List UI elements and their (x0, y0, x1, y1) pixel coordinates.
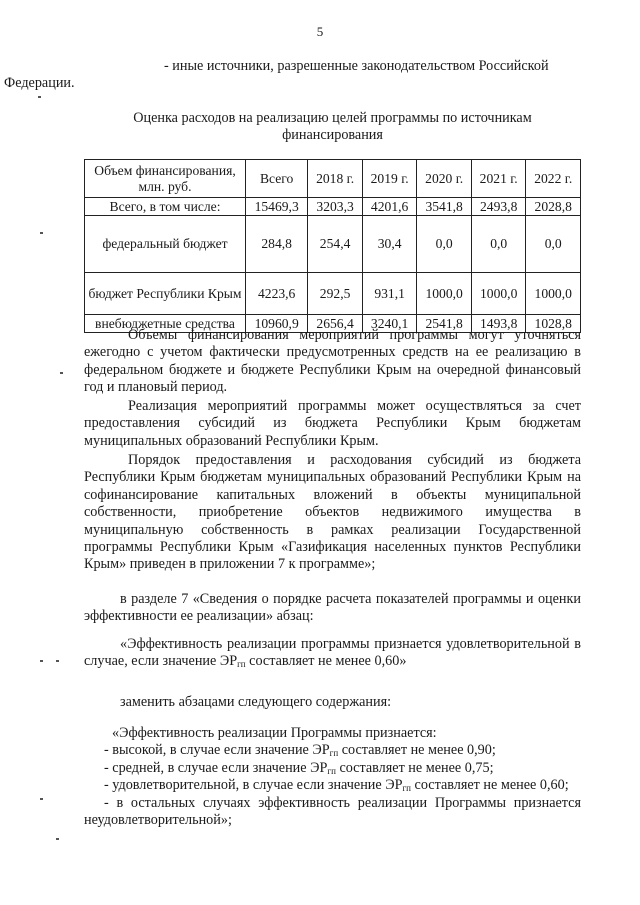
subscript-gp: гп (402, 783, 411, 794)
table-cell: 30,4 (362, 216, 417, 273)
table-cell: 0,0 (526, 216, 581, 273)
header-cell: 2022 г. (526, 160, 581, 198)
intro-line-2: Федерации. (4, 75, 75, 92)
paragraph-volumes: Объемы финансирования мероприятий программы могут уточняться ежегодно с учетом фактически предусмотренных средств на ее реализацию в федеральном бюджете и бюджете Республики Крым на очередной финансовый год и плановый период. (84, 327, 581, 396)
high-text-end: составляет не менее 0,90; (338, 742, 496, 759)
paragraph-subsidy: Реализация мероприятий программы может осуществляться за счет предоставления субсидий из бюджета Республики Крым бюджетам муниципальных образований Республики Крым. (84, 398, 581, 449)
old-efficiency-text: «Эффективность реализации программы признается удовлетворительной в случае, если значение ЭР (84, 636, 581, 670)
table-cell: 254,4 (308, 216, 363, 273)
margin-speck (56, 660, 59, 662)
mid-text-end: составляет не менее 0,75; (335, 759, 494, 776)
paragraph-subsidy-order: Порядок предоставления и расходования субсидий из бюджета Республики Крым бюджетам муниципальных образований Республики Крым на софинансирование капитальных вложений в объекты муниципальной собственности, приобретение объектов недвижимого имущества в муниципальную собственность в рамках реализации Государственной программы Республики Крым «Газификация населенных пунктов Республики Крым» приведен в приложении 7 к программе»; (84, 452, 581, 573)
row-label: Всего, в том числе: (85, 198, 246, 216)
table-cell: 2541,8 (417, 315, 472, 333)
table-row (85, 273, 581, 315)
table-row (85, 198, 581, 216)
header-cell: 2020 г. (417, 160, 472, 198)
row-label: федеральный бюджет (85, 216, 246, 273)
table-cell: 4201,6 (362, 198, 417, 216)
header-cell: 2018 г. (308, 160, 363, 198)
table-cell: 10960,9 (246, 315, 308, 333)
new-efficiency-other: - в остальных случаях эффективность реализации Программы признается неудовлетворительной»; (84, 794, 581, 829)
subscript-gp: гп (329, 748, 339, 759)
new-efficiency-block (84, 725, 581, 829)
header-cell: Объем финансирования, млн. руб. (85, 160, 246, 198)
table-cell: 3541,8 (417, 198, 472, 216)
margin-speck (40, 232, 43, 234)
old-efficiency-text-end: составляет не менее 0,60» (245, 653, 407, 670)
table-cell: 3203,3 (308, 198, 363, 216)
table-cell: 15469,3 (246, 198, 308, 216)
margin-speck (56, 838, 59, 840)
table-cell: 1493,8 (471, 315, 526, 333)
table-cell: 3240,1 (362, 315, 417, 333)
table-cell: 1028,8 (526, 315, 581, 333)
table-header-row (85, 160, 581, 198)
table-title-line-2: финансирования (282, 127, 383, 143)
table-cell: 2028,8 (526, 198, 581, 216)
table-cell: 292,5 (308, 273, 363, 315)
margin-speck (40, 660, 43, 662)
table-title-line-1: Оценка расходов на реализацию целей программы по источникам (133, 110, 532, 126)
header-cell: 2021 г. (471, 160, 526, 198)
intro-paragraph (4, 58, 581, 93)
table-cell: 1000,0 (471, 273, 526, 315)
new-efficiency-satisfactory (84, 777, 581, 794)
subscript-gp: гп (327, 765, 336, 776)
margin-speck (40, 798, 43, 800)
header-cell: Всего (246, 160, 308, 198)
header-cell: 2019 г. (362, 160, 417, 198)
table-cell: 2656,4 (308, 315, 363, 333)
paragraph-section-7: в разделе 7 «Сведения о порядке расчета показателей программы и оценки эффективности ее реализации» абзац: (84, 591, 581, 625)
table-cell: 1000,0 (417, 273, 472, 315)
margin-speck (38, 96, 41, 98)
paragraph-old-efficiency (84, 636, 581, 671)
row-label: внебюджетные средства (85, 315, 246, 333)
table-cell: 0,0 (471, 216, 526, 273)
table-cell: 1000,0 (526, 273, 581, 315)
row-label: бюджет Республики Крым (85, 273, 246, 315)
satisfactory-text-end: составляет не менее 0,60; (411, 777, 569, 794)
financing-table (84, 159, 581, 333)
subscript-gp: гп (237, 659, 246, 670)
margin-speck (60, 372, 63, 374)
table-row (85, 216, 581, 273)
new-efficiency-mid (84, 760, 581, 777)
table-cell: 284,8 (246, 216, 308, 273)
high-text: - высокой, в случае если значение ЭР (104, 742, 330, 759)
paragraph-replace: заменить абзацами следующего содержания: (120, 694, 392, 710)
table-cell: 4223,6 (246, 273, 308, 315)
new-efficiency-intro: «Эффективность реализации Программы признается: (112, 725, 437, 741)
table-cell: 0,0 (417, 216, 472, 273)
intro-line-1: - иные источники, разрешенные законодательством Российской (164, 58, 549, 74)
table-title (84, 110, 581, 144)
satisfactory-text: - удовлетворительной, в случае если значение ЭР (104, 777, 403, 794)
table-cell: 931,1 (362, 273, 417, 315)
mid-text: - средней, в случае если значение ЭР (104, 759, 328, 776)
table-cell: 2493,8 (471, 198, 526, 216)
new-efficiency-high (84, 742, 581, 759)
page-number: 5 (316, 24, 324, 39)
